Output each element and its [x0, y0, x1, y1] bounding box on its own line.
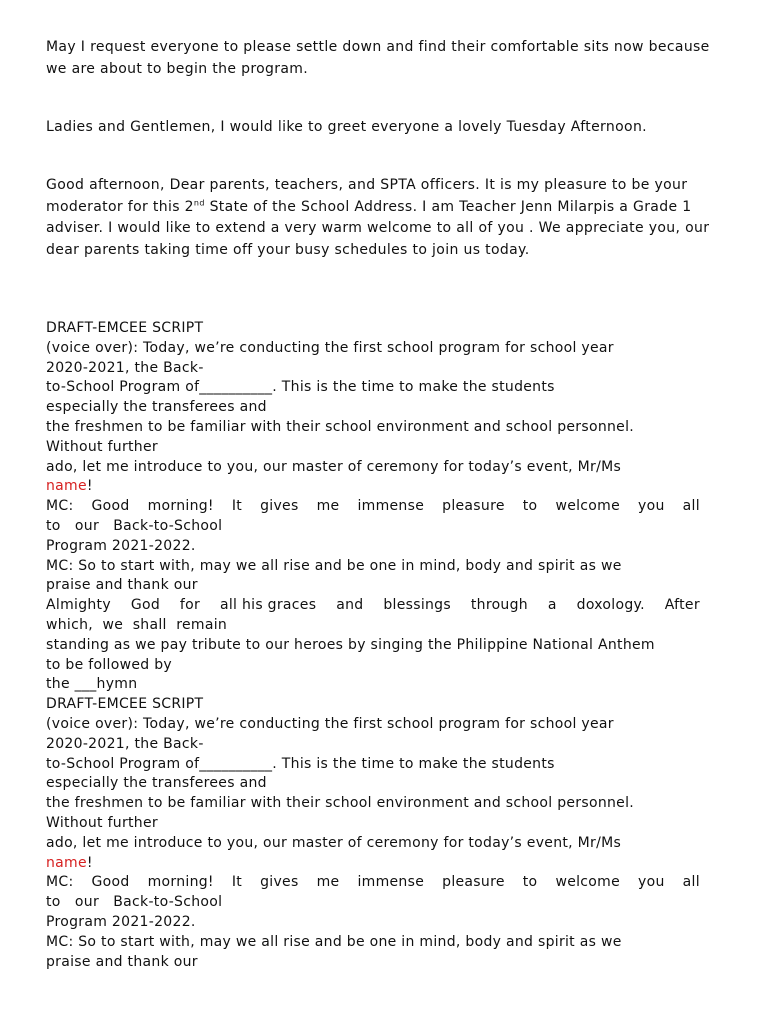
word: me	[316, 498, 340, 515]
word: welcome	[555, 498, 621, 515]
script-line: ado, let me introduce to you, our master of ceremony for today’s event, Mr/Ms	[46, 458, 622, 475]
script-line: which, we shall remain	[46, 616, 228, 633]
script-line: praise and thank our	[46, 577, 198, 594]
word: pleasure	[442, 498, 505, 515]
script-line: Without further	[46, 814, 158, 831]
script-block-2	[46, 695, 726, 972]
script-heading: DRAFT-EMCEE SCRIPT	[46, 320, 204, 336]
script-line: the freshmen to be familiar with their school environment and school personnel.	[46, 418, 635, 435]
script-line: to be followed by	[46, 656, 172, 673]
script-line: Without further	[46, 438, 158, 455]
greeting-paragraph	[46, 117, 726, 139]
script-line: the freshmen to be familiar with their school environment and school personnel.	[46, 795, 635, 812]
welcome-paragraph	[46, 175, 726, 261]
emcee-script	[46, 319, 726, 972]
word: and	[336, 597, 364, 614]
word: for	[179, 597, 201, 614]
script-line: the ___hymn	[46, 676, 138, 693]
word: God	[130, 597, 161, 614]
script-line: (voice over): Today, we’re conducting the first school program for school year	[46, 715, 614, 732]
word: doxology.	[576, 597, 645, 614]
word: all	[682, 874, 700, 891]
script-line: 2020-2021, the Back-	[46, 735, 204, 752]
greeting-text: Ladies and Gentlemen, I would like to greet everyone a lovely Tuesday Afternoon.	[46, 119, 647, 135]
script-line: especially the transferees and	[46, 399, 267, 416]
mc-greeting-line	[46, 497, 700, 517]
word: After	[664, 597, 700, 614]
word: morning!	[147, 874, 214, 891]
script-line: (voice over): Today, we’re conducting the first school program for school year	[46, 339, 614, 356]
word: you	[638, 874, 665, 891]
name-placeholder: name	[46, 478, 87, 495]
script-line: to-School Program of__________. This is the time to make the students	[46, 755, 555, 772]
word: pleasure	[442, 874, 505, 891]
script-line	[46, 477, 726, 497]
script-line: MC: So to start with, may we all rise and be one in mind, body and spirit as we	[46, 557, 622, 574]
word: It	[231, 498, 243, 515]
exclamation: !	[86, 854, 93, 871]
word: me	[316, 874, 340, 891]
script-line: Program 2021-2022.	[46, 537, 196, 554]
script-line: ado, let me introduce to you, our master of ceremony for today’s event, Mr/Ms	[46, 834, 622, 851]
script-line: to-School Program of__________. This is the time to make the students	[46, 379, 555, 396]
doxology-line	[46, 596, 700, 616]
name-placeholder: name	[46, 854, 87, 871]
word: MC:	[46, 498, 74, 515]
word: all his graces	[219, 597, 317, 614]
welcome-text-start: Good afternoon, Dear parents, teachers, and SPTA officers. It is my pleasure to be your moderator for this 2	[46, 177, 688, 215]
word: Almighty	[46, 597, 111, 614]
script-line: Program 2021-2022.	[46, 913, 196, 930]
script-line: MC: So to start with, may we all rise and be one in mind, body and spirit as we	[46, 933, 622, 950]
script-line: praise and thank our	[46, 953, 198, 970]
word: Good	[91, 498, 130, 515]
script-line: especially the transferees and	[46, 775, 267, 792]
word: immense	[357, 498, 425, 515]
word: to	[522, 498, 538, 515]
welcome-text-end: State of the School Address. I am Teacher Jenn Milarpis a Grade 1 adviser. I would like to extend a very warm welcome to all of you . We appreciate you, our dear parents taking time off your busy schedules to join us today.	[46, 198, 710, 258]
script-line	[46, 854, 726, 874]
script-line: to our Back-to-School	[46, 517, 223, 534]
word: all	[682, 498, 700, 515]
intro-paragraph	[46, 37, 726, 80]
word: through	[470, 597, 528, 614]
word: a	[547, 597, 557, 614]
word: immense	[357, 874, 425, 891]
word: Good	[91, 874, 130, 891]
word: MC:	[46, 874, 74, 891]
word: you	[638, 498, 665, 515]
script-block-1	[46, 319, 726, 695]
word: blessings	[383, 597, 451, 614]
script-line: standing as we pay tribute to our heroes by singing the Philippine National Anthem	[46, 636, 655, 653]
word: welcome	[555, 874, 621, 891]
mc-greeting-line	[46, 873, 700, 893]
ordinal-suffix: nd	[193, 197, 205, 207]
word: gives	[260, 498, 299, 515]
script-heading: DRAFT-EMCEE SCRIPT	[46, 696, 204, 713]
word: It	[231, 874, 243, 891]
word: to	[522, 874, 538, 891]
settle-down-text: May I request everyone to please settle down and find their comfortable sits now because we are about to begin the program.	[46, 39, 710, 77]
word: morning!	[147, 498, 214, 515]
script-line: to our Back-to-School	[46, 894, 223, 911]
word: gives	[260, 874, 299, 891]
exclamation: !	[86, 478, 93, 495]
script-line: 2020-2021, the Back-	[46, 359, 204, 376]
